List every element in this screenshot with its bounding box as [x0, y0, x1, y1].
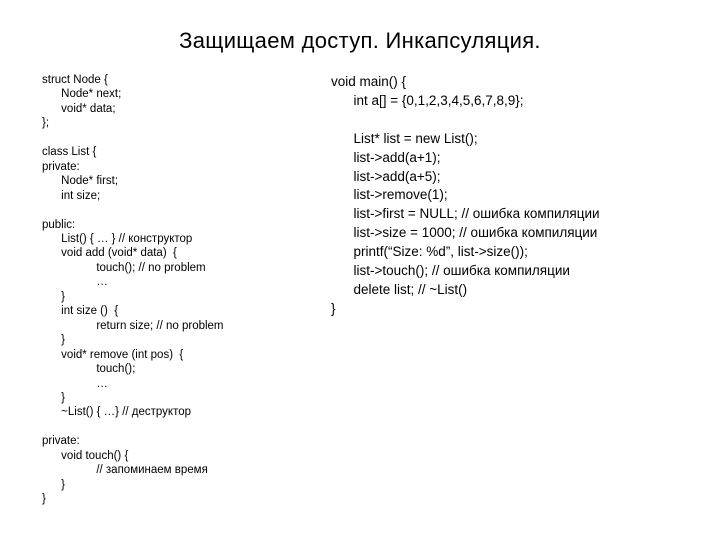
- code-line: int size;: [42, 189, 101, 202]
- code-line: }: [42, 493, 46, 506]
- code-line: void* remove (int pos) {: [42, 348, 184, 361]
- code-line: }: [42, 478, 66, 491]
- code-line: private:: [42, 435, 80, 448]
- code-line: list->touch(); // ошибка компиляции: [331, 263, 570, 279]
- code-line: int size () {: [42, 305, 119, 318]
- code-line: list->add(a+5);: [331, 168, 441, 184]
- code-line: [331, 111, 600, 130]
- code-line: [42, 131, 224, 145]
- code-line: int a[] = {0,1,2,3,4,5,6,7,8,9};: [331, 92, 524, 108]
- code-line: List* list = new List();: [331, 130, 478, 146]
- code-line: return size; // no problem: [42, 319, 224, 332]
- code-line: void* data;: [42, 102, 116, 115]
- code-line: ~List() { …} // деструктор: [42, 406, 192, 419]
- code-line: List() { … } // конструктор: [42, 232, 193, 245]
- code-line: void add (void* data) {: [42, 247, 177, 260]
- code-line: list->add(a+1);: [331, 149, 441, 165]
- code-line: Node* next;: [42, 88, 122, 101]
- code-line: …: [42, 377, 108, 390]
- code-line: …: [42, 276, 108, 289]
- code-line: void touch() {: [42, 449, 129, 462]
- code-line: }: [331, 300, 336, 316]
- code-line: struct Node {: [42, 74, 108, 86]
- code-line: }: [42, 391, 66, 404]
- left-code-block: [42, 73, 224, 507]
- code-line: [42, 203, 224, 217]
- slide-title: Защищаем доступ. Инкапсуляция.: [179, 28, 541, 53]
- code-line: private:: [42, 160, 80, 173]
- code-line: // запоминаем время: [42, 464, 208, 477]
- right-code-block: [331, 73, 600, 319]
- code-line: public:: [42, 218, 76, 231]
- code-line: printf(“Size: %d”, list->size());: [331, 244, 528, 260]
- code-line: delete list; // ~List(): [331, 281, 468, 297]
- code-line: list->remove(1);: [331, 187, 448, 203]
- code-line: }: [42, 334, 66, 347]
- code-line: touch();: [42, 363, 136, 376]
- code-line: list->size = 1000; // ошибка компиляции: [331, 225, 598, 241]
- code-line: touch(); // no problem: [42, 261, 206, 274]
- code-line: void main() {: [331, 74, 407, 89]
- code-line: };: [42, 117, 50, 130]
- code-line: class List {: [42, 146, 97, 159]
- code-line: }: [42, 290, 66, 303]
- code-line: list->first = NULL; // ошибка компиляции: [331, 206, 600, 222]
- code-line: [42, 420, 224, 434]
- code-line: Node* first;: [42, 175, 119, 188]
